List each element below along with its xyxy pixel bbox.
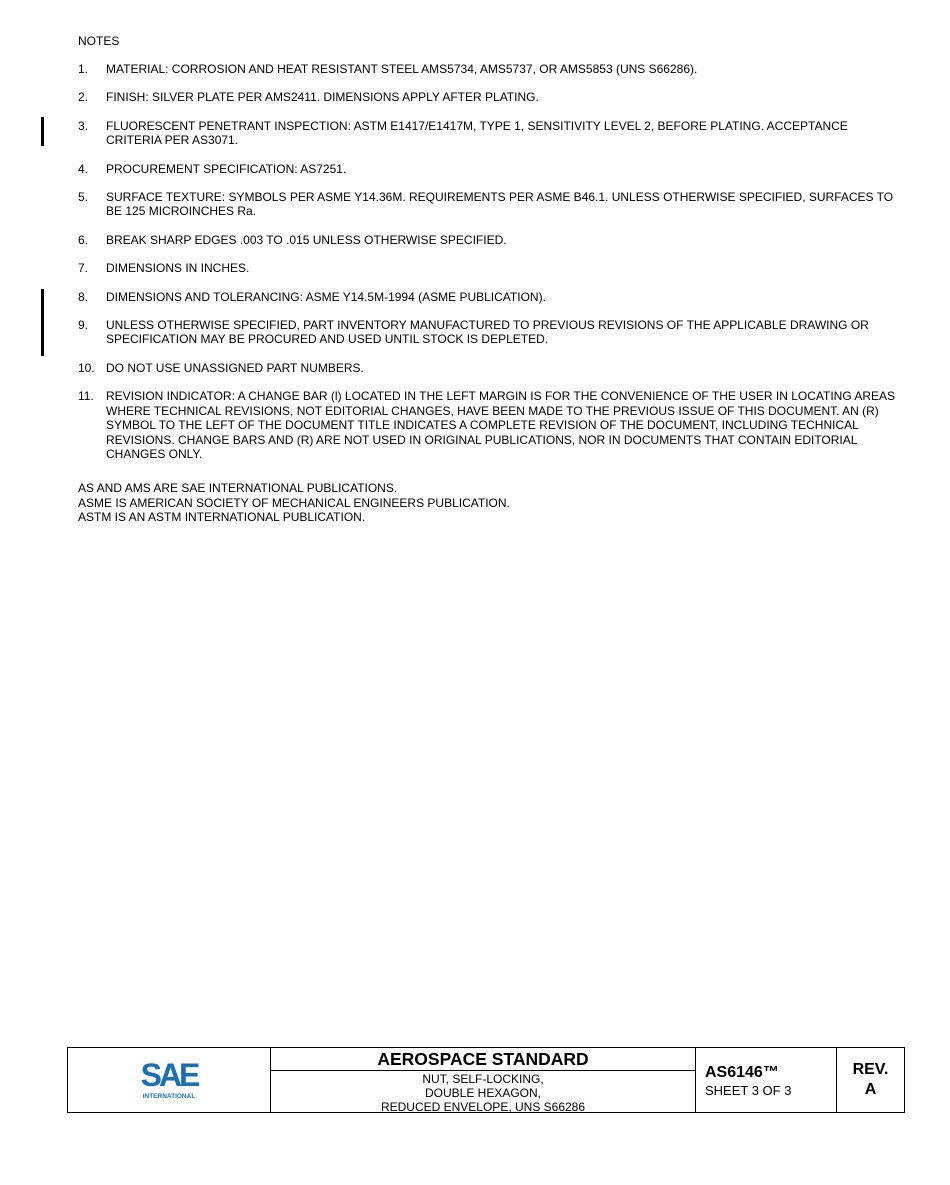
sae-logo-text: SAE [140,1058,198,1093]
notes-heading: NOTES [78,34,120,48]
sae-logo-subtext: INTERNATIONAL [142,1093,196,1100]
publication-line: ASME IS AMERICAN SOCIETY OF MECHANICAL ENGINEERS PUBLICATION. [78,495,510,510]
note-number: 5. [78,190,89,205]
note-item [78,162,898,176]
note-number: 3. [78,118,89,133]
note-number: 11. [78,389,94,404]
note-text: DIMENSIONS IN INCHES. [106,261,250,276]
sheet-number: SHEET 3 OF 3 [705,1082,792,1098]
subtitle-line: NUT, SELF-LOCKING, [422,1072,544,1086]
notes-list [78,62,898,525]
subtitle-line: REDUCED ENVELOPE, UNS S66286 [380,1100,586,1114]
document-number: AS6146™ [705,1063,779,1081]
note-number: 1. [78,62,89,76]
note-text: DO NOT USE UNASSIGNED PART NUMBERS. [106,360,364,375]
document-subtitle [271,1071,695,1114]
revision-value: A [864,1081,877,1098]
change-bar [41,289,44,356]
revision-label: REV. [852,1061,889,1078]
note-text: UNLESS OTHERWISE SPECIFIED, PART INVENTORY MANUFACTURED TO PREVIOUS REVISIONS OF THE APPLICABLE DRAWING OR SPECIFICATION MAY BE PROCURED AND USED UNTIL STOCK IS DEPLETED. [106,318,869,347]
document-title: AEROSPACE STANDARD [271,1048,695,1071]
revision-cell [837,1048,904,1112]
publications-list [78,481,898,524]
note-text: FINISH: SILVER PLATE PER AMS2411. DIMENSIONS APPLY AFTER PLATING. [106,90,539,105]
publication-line: ASTM IS AN ASTM INTERNATIONAL PUBLICATION. [78,510,366,525]
note-item [78,233,898,247]
title-cell [271,1048,696,1112]
note-text: BREAK SHARP EDGES .003 TO .015 UNLESS OTHERWISE SPECIFIED. [106,232,507,247]
note-item [78,62,898,76]
note-text: DIMENSIONS AND TOLERANCING: ASME Y14.5M-1994 (ASME PUBLICATION). [106,289,546,304]
note-item [78,190,898,219]
publication-line: AS AND AMS ARE SAE INTERNATIONAL PUBLICATIONS. [78,481,398,496]
note-text: FLUORESCENT PENETRANT INSPECTION: ASTM E1417/E1417M, TYPE 1, SENSITIVITY LEVEL 2, BEFORE PLATING. ACCEPTANCE CRITERIA PER AS3071. [106,118,848,148]
note-text: PROCUREMENT SPECIFICATION: AS7251. [106,161,347,176]
document-number-cell [696,1048,837,1112]
note-text: SURFACE TEXTURE: SYMBOLS PER ASME Y14.36M. REQUIREMENTS PER ASME B46.1. UNLESS OTHERWISE SPECIFIED, SURFACES TO BE 125 MICROINCHES Ra. [106,190,894,219]
note-item [78,290,898,304]
note-number: 6. [78,232,89,247]
sae-logo [127,1058,211,1102]
note-item [78,389,898,461]
note-item [78,90,898,104]
note-number: 9. [78,318,89,333]
note-item [78,318,898,347]
note-text: REVISION INDICATOR: A CHANGE BAR (l) LOCATED IN THE LEFT MARGIN IS FOR THE CONVENIENCE OF THE USER IN LOCATING AREAS WHERE TECHNICAL REVISIONS, NOT EDITORIAL CHANGES, HAVE BEEN MADE TO THE PREVIOUS ISSUE OF THIS DOCUMENT. AN (R) SYMBOL TO THE LEFT OF THE DOCUMENT TITLE INDICATES A COMPLETE REVISION OF THE DOCUMENT, INCLUDING TECHNICAL REVISIONS. CHANGE BARS AND (R) ARE NOT USED IN ORIGINAL PUBLICATIONS, NOR IN DOCUMENTS THAT CONTAIN EDITORIAL CHANGES ONLY. [106,389,896,461]
note-text: MATERIAL: CORROSION AND HEAT RESISTANT STEEL AMS5734, AMS5737, OR AMS5853 (UNS S66286). [106,62,698,76]
subtitle-line: DOUBLE HEXAGON, [424,1086,542,1100]
change-bar [41,117,44,146]
note-number: 8. [78,289,89,304]
sae-logo-cell [68,1048,271,1112]
note-item [78,361,898,375]
note-item [78,261,898,275]
note-number: 7. [78,261,89,276]
note-number: 4. [78,161,89,176]
note-item [78,119,898,148]
note-number: 2. [78,90,89,105]
title-block [67,1047,905,1113]
note-number: 10. [78,360,95,375]
